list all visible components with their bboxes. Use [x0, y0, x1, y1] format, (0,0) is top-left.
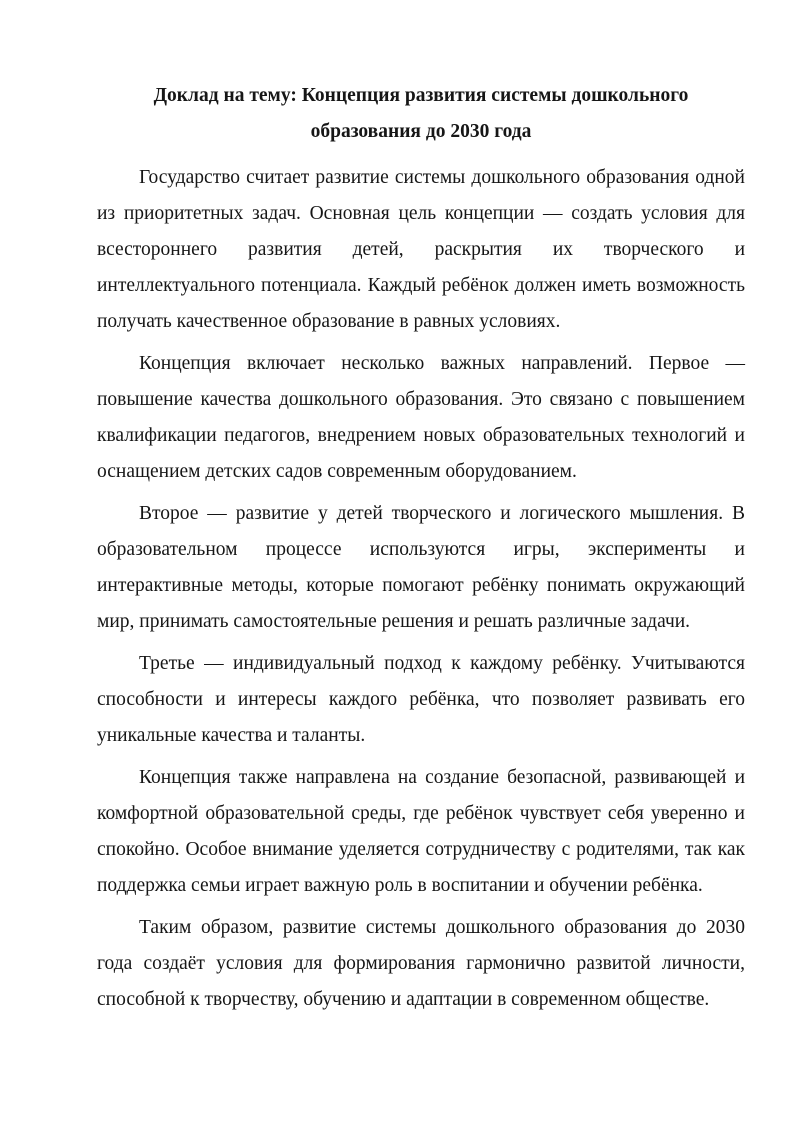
paragraph-5: Концепция также направлена на создание безопасной, развивающей и комфортной образовательной среды, где ребёнок чувствует себя уверенно и спокойно. Особое внимание уделяется сотрудничеству с родителями, так как поддержка семьи играет важную роль в воспитании и обучении ребёнка. [97, 767, 745, 896]
paragraph-3: Второе — развитие у детей творческого и логического мышления. В образовательном процессе используются игры, эксперименты и интерактивные методы, которые помогают ребёнку понимать окружающий мир, принимать самостоятельные решения и решать различные задачи. [97, 503, 745, 632]
paragraph-2: Концепция включает несколько важных направлений. Первое — повышение качества дошкольного образования. Это связано с повышением квалификации педагогов, внедрением новых образовательных технологий и оснащением детских садов современным оборудованием. [97, 353, 745, 482]
document-content [97, 78, 745, 1024]
paragraph-6: Таким образом, развитие системы дошкольного образования до 2030 года создаёт условия для формирования гармонично развитой личности, способной к творчеству, обучению и адаптации в современном обществе. [97, 917, 745, 1010]
paragraph-4: Третье — индивидуальный подход к каждому ребёнку. Учитываются способности и интересы каждого ребёнка, что позволяет развивать его уникальные качества и таланты. [97, 653, 745, 746]
paragraph-1: Государство считает развитие системы дошкольного образования одной из приоритетных задач. Основная цель концепции — создать условия для всестороннего развития детей, раскрытия их творческого и интеллектуального потенциала. Каждый ребёнок должен иметь возможность получать качественное образование в равных условиях. [97, 167, 745, 332]
document-title: Доклад на тему: Концепция развития системы дошкольного образования до 2030 года [153, 85, 689, 142]
